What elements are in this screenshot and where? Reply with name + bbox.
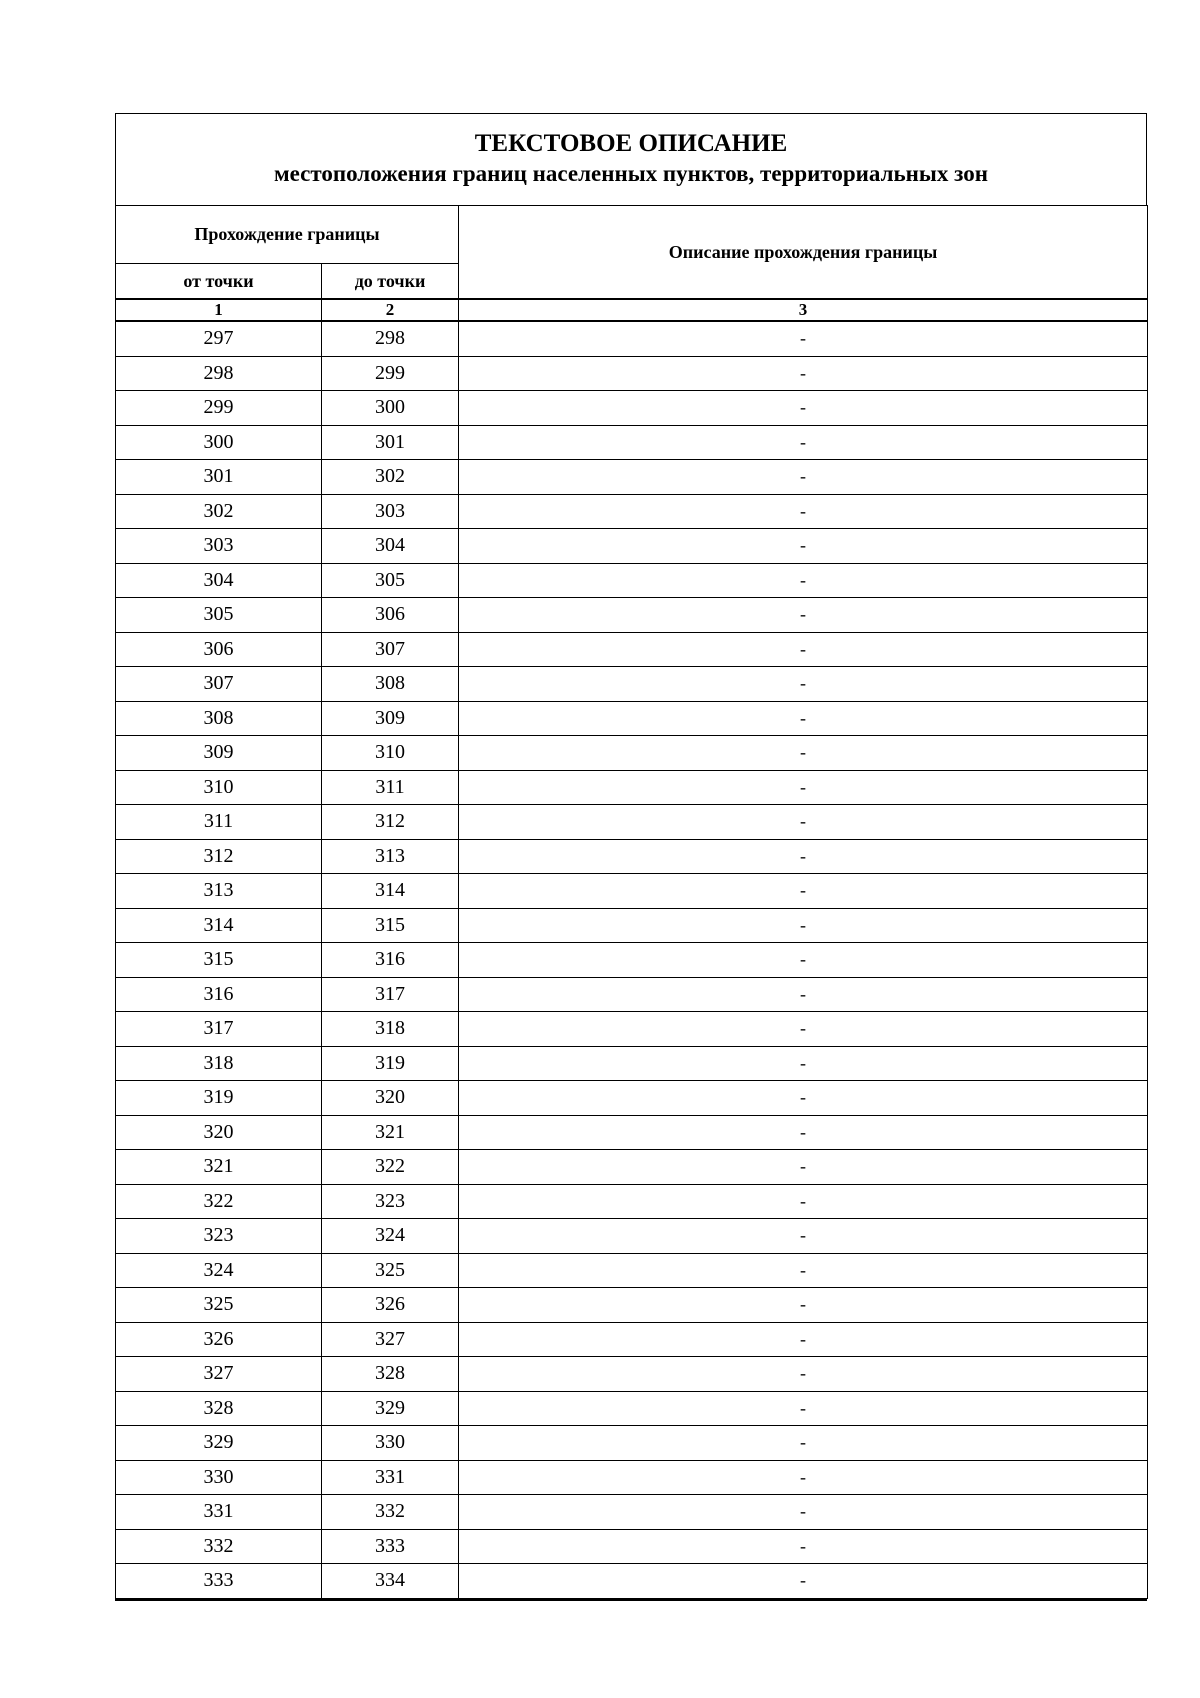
cell-to-point: 309 bbox=[322, 701, 459, 736]
cell-from-point: 303 bbox=[116, 529, 322, 564]
cell-from-point: 297 bbox=[116, 321, 322, 356]
cell-from-point: 299 bbox=[116, 391, 322, 426]
cell-description: - bbox=[459, 391, 1148, 426]
cell-description: - bbox=[459, 1564, 1148, 1599]
cell-description: - bbox=[459, 839, 1148, 874]
cell-description: - bbox=[459, 460, 1148, 495]
cell-from-point: 321 bbox=[116, 1150, 322, 1185]
table-row bbox=[116, 1322, 1148, 1357]
cell-description: - bbox=[459, 770, 1148, 805]
cell-description: - bbox=[459, 598, 1148, 633]
table-row bbox=[116, 1426, 1148, 1461]
cell-to-point: 305 bbox=[322, 563, 459, 598]
cell-description: - bbox=[459, 563, 1148, 598]
cell-to-point: 321 bbox=[322, 1115, 459, 1150]
cell-to-point: 308 bbox=[322, 667, 459, 702]
table-row bbox=[116, 977, 1148, 1012]
cell-description: - bbox=[459, 874, 1148, 909]
cell-to-point: 302 bbox=[322, 460, 459, 495]
cell-description: - bbox=[459, 1012, 1148, 1047]
document-title: ТЕКСТОВОЕ ОПИСАНИЕ bbox=[474, 130, 788, 157]
cell-description: - bbox=[459, 632, 1148, 667]
cell-description: - bbox=[459, 321, 1148, 356]
table-body bbox=[116, 321, 1148, 1598]
table-row bbox=[116, 736, 1148, 771]
table-row bbox=[116, 563, 1148, 598]
cell-from-point: 323 bbox=[116, 1219, 322, 1254]
cell-from-point: 311 bbox=[116, 805, 322, 840]
cell-to-point: 300 bbox=[322, 391, 459, 426]
cell-from-point: 301 bbox=[116, 460, 322, 495]
cell-description: - bbox=[459, 1046, 1148, 1081]
cell-description: - bbox=[459, 494, 1148, 529]
table-row bbox=[116, 874, 1148, 909]
cell-description: - bbox=[459, 701, 1148, 736]
cell-from-point: 314 bbox=[116, 908, 322, 943]
cell-description: - bbox=[459, 977, 1148, 1012]
cell-to-point: 333 bbox=[322, 1529, 459, 1564]
cell-from-point: 315 bbox=[116, 943, 322, 978]
table-row bbox=[116, 701, 1148, 736]
table-row bbox=[116, 1253, 1148, 1288]
cell-description: - bbox=[459, 356, 1148, 391]
table-row bbox=[116, 667, 1148, 702]
cell-from-point: 330 bbox=[116, 1460, 322, 1495]
cell-to-point: 328 bbox=[322, 1357, 459, 1392]
cell-to-point: 313 bbox=[322, 839, 459, 874]
cell-to-point: 298 bbox=[322, 321, 459, 356]
table-row bbox=[116, 391, 1148, 426]
boundary-table bbox=[115, 205, 1148, 1599]
boundary-description-document bbox=[115, 113, 1147, 1601]
column-number: 1 bbox=[116, 299, 322, 321]
cell-to-point: 330 bbox=[322, 1426, 459, 1461]
cell-to-point: 318 bbox=[322, 1012, 459, 1047]
cell-to-point: 319 bbox=[322, 1046, 459, 1081]
cell-to-point: 325 bbox=[322, 1253, 459, 1288]
cell-description: - bbox=[459, 1495, 1148, 1530]
cell-to-point: 306 bbox=[322, 598, 459, 633]
table-row bbox=[116, 321, 1148, 356]
table-row bbox=[116, 1219, 1148, 1254]
cell-from-point: 306 bbox=[116, 632, 322, 667]
cell-from-point: 333 bbox=[116, 1564, 322, 1599]
cell-from-point: 312 bbox=[116, 839, 322, 874]
cell-to-point: 303 bbox=[322, 494, 459, 529]
cell-to-point: 315 bbox=[322, 908, 459, 943]
cell-to-point: 311 bbox=[322, 770, 459, 805]
table-row bbox=[116, 908, 1148, 943]
cell-to-point: 331 bbox=[322, 1460, 459, 1495]
cell-description: - bbox=[459, 1460, 1148, 1495]
table-row bbox=[116, 1460, 1148, 1495]
cell-to-point: 324 bbox=[322, 1219, 459, 1254]
table-row bbox=[116, 770, 1148, 805]
cell-to-point: 304 bbox=[322, 529, 459, 564]
cell-description: - bbox=[459, 1115, 1148, 1150]
cell-description: - bbox=[459, 1253, 1148, 1288]
cell-from-point: 308 bbox=[116, 701, 322, 736]
table-row bbox=[116, 1357, 1148, 1392]
cell-description: - bbox=[459, 1150, 1148, 1185]
cell-from-point: 322 bbox=[116, 1184, 322, 1219]
cell-from-point: 325 bbox=[116, 1288, 322, 1323]
cell-from-point: 319 bbox=[116, 1081, 322, 1116]
cell-from-point: 332 bbox=[116, 1529, 322, 1564]
cell-from-point: 327 bbox=[116, 1357, 322, 1392]
cell-to-point: 299 bbox=[322, 356, 459, 391]
cell-to-point: 332 bbox=[322, 1495, 459, 1530]
cell-from-point: 310 bbox=[116, 770, 322, 805]
cell-description: - bbox=[459, 1184, 1148, 1219]
cell-to-point: 301 bbox=[322, 425, 459, 460]
cell-from-point: 326 bbox=[116, 1322, 322, 1357]
cell-to-point: 323 bbox=[322, 1184, 459, 1219]
cell-to-point: 310 bbox=[322, 736, 459, 771]
table-row bbox=[116, 1081, 1148, 1116]
table-row bbox=[116, 1115, 1148, 1150]
cell-description: - bbox=[459, 1288, 1148, 1323]
table-row bbox=[116, 529, 1148, 564]
cell-from-point: 324 bbox=[116, 1253, 322, 1288]
table-row bbox=[116, 1529, 1148, 1564]
cell-description: - bbox=[459, 908, 1148, 943]
cell-from-point: 302 bbox=[116, 494, 322, 529]
cell-description: - bbox=[459, 667, 1148, 702]
cell-to-point: 326 bbox=[322, 1288, 459, 1323]
cell-to-point: 320 bbox=[322, 1081, 459, 1116]
header-from-point: от точки bbox=[116, 264, 322, 300]
cell-to-point: 312 bbox=[322, 805, 459, 840]
header-description: Описание прохождения границы bbox=[459, 206, 1148, 300]
cell-from-point: 304 bbox=[116, 563, 322, 598]
cell-description: - bbox=[459, 1357, 1148, 1392]
cell-to-point: 314 bbox=[322, 874, 459, 909]
cell-description: - bbox=[459, 529, 1148, 564]
cell-description: - bbox=[459, 943, 1148, 978]
table-row bbox=[116, 1150, 1148, 1185]
table-row bbox=[116, 632, 1148, 667]
cell-description: - bbox=[459, 425, 1148, 460]
title-block bbox=[115, 113, 1147, 205]
cell-description: - bbox=[459, 1081, 1148, 1116]
table-row bbox=[116, 839, 1148, 874]
column-number: 2 bbox=[322, 299, 459, 321]
column-number: 3 bbox=[459, 299, 1148, 321]
table-row bbox=[116, 1012, 1148, 1047]
cell-to-point: 334 bbox=[322, 1564, 459, 1599]
table-row bbox=[116, 805, 1148, 840]
cell-description: - bbox=[459, 1529, 1148, 1564]
cell-from-point: 305 bbox=[116, 598, 322, 633]
cell-description: - bbox=[459, 805, 1148, 840]
table-end-rule bbox=[115, 1599, 1147, 1601]
cell-from-point: 307 bbox=[116, 667, 322, 702]
cell-description: - bbox=[459, 736, 1148, 771]
table-row bbox=[116, 943, 1148, 978]
cell-description: - bbox=[459, 1426, 1148, 1461]
cell-to-point: 322 bbox=[322, 1150, 459, 1185]
cell-description: - bbox=[459, 1219, 1148, 1254]
table-row bbox=[116, 598, 1148, 633]
table-row bbox=[116, 1184, 1148, 1219]
table-row bbox=[116, 1391, 1148, 1426]
header-to-point: до точки bbox=[322, 264, 459, 300]
cell-from-point: 309 bbox=[116, 736, 322, 771]
cell-description: - bbox=[459, 1322, 1148, 1357]
cell-to-point: 329 bbox=[322, 1391, 459, 1426]
cell-from-point: 329 bbox=[116, 1426, 322, 1461]
table-row bbox=[116, 356, 1148, 391]
cell-from-point: 298 bbox=[116, 356, 322, 391]
cell-to-point: 316 bbox=[322, 943, 459, 978]
table-row bbox=[116, 494, 1148, 529]
document-subtitle: местоположения границ населенных пунктов, территориальных зон bbox=[274, 161, 988, 186]
cell-from-point: 320 bbox=[116, 1115, 322, 1150]
table-row bbox=[116, 1495, 1148, 1530]
table-row bbox=[116, 1288, 1148, 1323]
cell-to-point: 307 bbox=[322, 632, 459, 667]
table-row bbox=[116, 460, 1148, 495]
table-row bbox=[116, 425, 1148, 460]
cell-from-point: 317 bbox=[116, 1012, 322, 1047]
table-row bbox=[116, 1564, 1148, 1599]
cell-from-point: 318 bbox=[116, 1046, 322, 1081]
header-boundary-passage: Прохождение границы bbox=[116, 206, 459, 264]
cell-description: - bbox=[459, 1391, 1148, 1426]
cell-from-point: 300 bbox=[116, 425, 322, 460]
cell-from-point: 313 bbox=[116, 874, 322, 909]
cell-to-point: 317 bbox=[322, 977, 459, 1012]
cell-from-point: 328 bbox=[116, 1391, 322, 1426]
cell-from-point: 331 bbox=[116, 1495, 322, 1530]
cell-to-point: 327 bbox=[322, 1322, 459, 1357]
cell-from-point: 316 bbox=[116, 977, 322, 1012]
table-row bbox=[116, 1046, 1148, 1081]
